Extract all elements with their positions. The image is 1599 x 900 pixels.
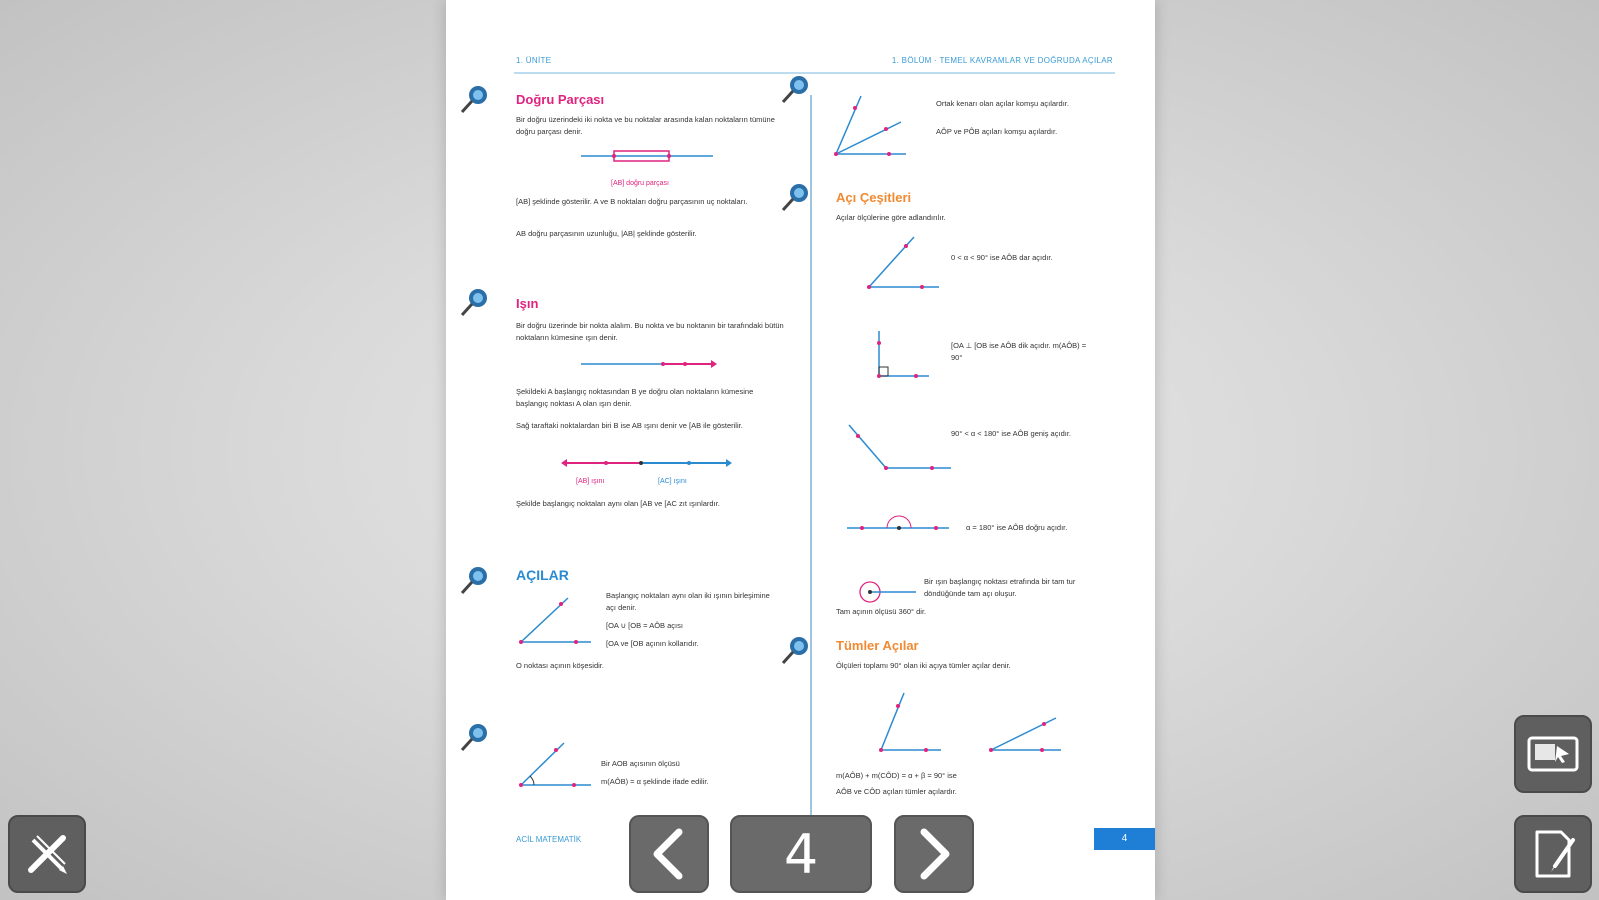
angle-figure: [516, 592, 596, 654]
figure-caption: [AB] ışını: [576, 478, 605, 485]
chevron-right-icon: [914, 828, 954, 880]
section-text: Tam açının ölçüsü 360° dir.: [836, 607, 927, 616]
section-text: O noktası açının köşesidir.: [516, 661, 604, 670]
opposite-rays-figure: [561, 456, 736, 470]
pin-icon[interactable]: [458, 720, 492, 754]
section-text: Açılar ölçülerine göre adlandırılır.: [836, 213, 946, 222]
section-text: Ölçüleri toplamı 90° olan iki açıya tümler açılar denir.: [836, 661, 1011, 670]
section-text: Başlangıç noktaları aynı olan iki ışının birleşimine açı denir.: [606, 591, 770, 612]
section-text: [OA ∪ [OB = AÔB açısı: [606, 621, 683, 630]
angle-type-text: 0 < α < 90° ise AÔB dar açıdır.: [951, 253, 1053, 262]
adjacent-angles-figure: [831, 92, 911, 162]
pin-icon[interactable]: [458, 285, 492, 319]
angle-type-text: α = 180° ise AÔB doğru açıdır.: [966, 523, 1068, 532]
section-text: AB doğru parçasının uzunluğu, |AB| şeklinde gösterilir.: [516, 229, 697, 238]
notes-icon: [1527, 826, 1579, 882]
section-text: m(AÔB) = α şeklinde ifade edilir.: [601, 777, 709, 786]
line-segment-figure: [581, 146, 716, 176]
page-indicator: 4: [730, 815, 872, 893]
angle-type-text: 90° < α < 180° ise AÔB geniş açıdır.: [951, 429, 1071, 438]
complementary-angle-figure-2: [986, 712, 1066, 756]
obtuse-angle-figure: [846, 420, 956, 476]
section-title-complementary: Tümler Açılar: [836, 638, 919, 653]
pin-icon[interactable]: [458, 563, 492, 597]
section-text: Bir doğru üzerindeki iki nokta ve bu noktalar arasında kalan noktaların tümüne doğru parçası denir.: [516, 115, 775, 136]
section-title-ray: Işın: [516, 296, 539, 311]
acute-angle-figure: [864, 232, 944, 294]
section-text: Şekilde başlangıç noktaları aynı olan [AB ve [AC zıt ışınlardır.: [516, 499, 720, 508]
pin-icon[interactable]: [458, 82, 492, 116]
section-text: Bir AOB açısının ölçüsü: [601, 759, 680, 768]
figure-caption: [AC] ışını: [658, 478, 687, 485]
next-page-button[interactable]: [894, 815, 974, 893]
section-title-angles: AÇILAR: [516, 567, 569, 583]
section-text: [AB] şeklinde gösterilir. A ve B noktaları doğru parçasının uç noktaları.: [516, 197, 748, 206]
drawing-tools-icon: [21, 828, 73, 880]
angle-type-text: Bir ışın başlangıç noktası etrafında bir tam tur döndüğünde tam açı oluşur.: [924, 577, 1076, 598]
header-chapter: 1. BÖLÜM · TEMEL KAVRAMLAR VE DOĞRUDA AÇILAR: [891, 56, 1113, 65]
previous-page-button[interactable]: [629, 815, 709, 893]
notes-button[interactable]: [1514, 815, 1592, 893]
book-page: [446, 0, 1155, 900]
section-title-angle-types: Açı Çeşitleri: [836, 190, 912, 205]
header-unit: 1. ÜNİTE: [516, 56, 552, 65]
section-title-line-segment: Doğru Parçası: [516, 92, 605, 107]
figure-caption: [AB] doğru parçası: [611, 180, 669, 187]
complementary-angle-figure-1: [876, 690, 946, 758]
pin-icon[interactable]: [779, 72, 813, 106]
right-angle-figure: [874, 328, 934, 383]
ray-figure: [581, 356, 716, 372]
drawing-tools-button[interactable]: [8, 815, 86, 893]
header-divider: [514, 72, 1115, 74]
screen-mode-icon: [1525, 732, 1581, 776]
screen-mode-button[interactable]: [1514, 715, 1592, 793]
section-text: Bir doğru üzerinde bir nokta alalım. Bu nokta ve bu noktanın bir tarafındaki bütün noktaların kümesine ışın denir.: [516, 321, 784, 342]
angle-type-text: [OA ⊥ [OB ise AÔB dik açıdır. m(AÔB) = 90°: [951, 341, 1087, 362]
footer-brand: ACİL MATEMATİK: [516, 835, 582, 844]
section-text: AÔP ve PÔB açıları komşu açılardır.: [936, 127, 1058, 136]
angle-measure-figure: [516, 735, 596, 797]
straight-angle-figure: [844, 516, 954, 538]
section-text: Ortak kenarı olan açılar komşu açılardır.: [936, 99, 1069, 108]
section-text: [OA ve [OB açının kollarıdır.: [606, 639, 699, 648]
section-text: Şekildeki A başlangıç noktasından B ye doğru olan noktaların kümesine başlangıç noktası A olan ışın denir.: [516, 387, 754, 408]
section-text: Sağ taraftaki noktalardan biri B ise AB ışını denir ve [AB ile gösterilir.: [516, 421, 743, 430]
section-text: m(AÔB) + m(CÔD) = α + β = 90° ise: [836, 771, 957, 780]
page-number-badge: 4: [1094, 828, 1155, 850]
chevron-left-icon: [649, 828, 689, 880]
section-text: AÔB ve CÔD açıları tümler açılardır.: [836, 787, 957, 796]
